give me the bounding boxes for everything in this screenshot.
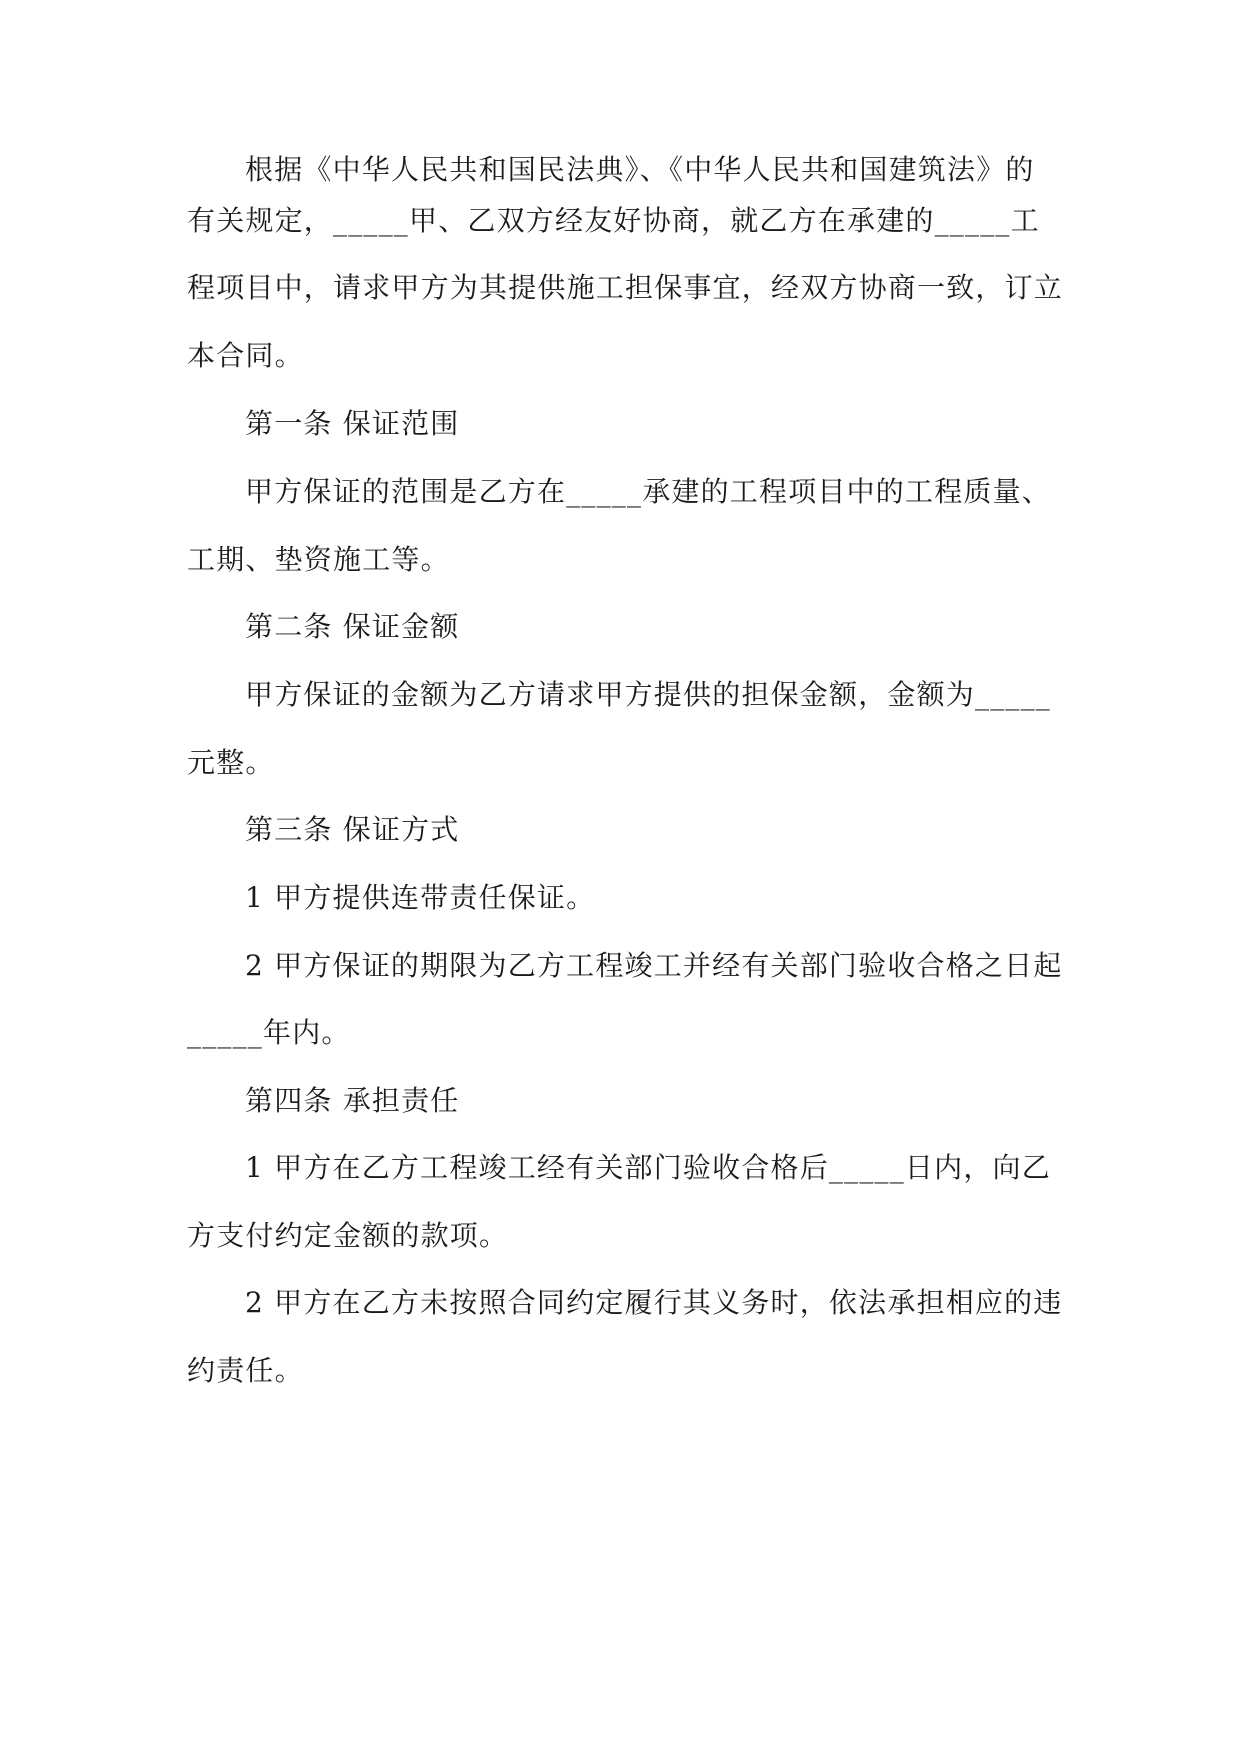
article-3-item-2-line-1: 2 甲方保证的期限为乙方工程竣工并经有关部门验收合格之日起 xyxy=(245,949,1063,982)
article-2-heading: 第二条 保证金额 xyxy=(245,610,460,643)
article-4-item-1-line-1: 1 甲方在乙方工程竣工经有关部门验收合格后_____日内，向乙 xyxy=(245,1151,1051,1184)
article-3-item-1: 1 甲方提供连带责任保证。 xyxy=(245,881,596,914)
preamble-line-3: 程项目中，请求甲方为其提供施工担保事宜，经双方协商一致，订立 xyxy=(187,271,1064,304)
article-4-heading: 第四条 承担责任 xyxy=(245,1084,460,1117)
preamble-line-4: 本合同。 xyxy=(187,339,304,372)
preamble-line-1: 根据《中华人民共和国民法典》、《中华人民共和国建筑法》的 xyxy=(245,153,1035,186)
article-1-line-2: 工期、垫资施工等。 xyxy=(187,543,450,576)
article-3-item-2-line-2: _____年内。 xyxy=(187,1016,351,1049)
article-2-line-2: 元整。 xyxy=(187,746,275,779)
article-4-item-2-line-2: 约责任。 xyxy=(187,1354,304,1387)
article-1-heading: 第一条 保证范围 xyxy=(245,407,460,440)
article-3-heading: 第三条 保证方式 xyxy=(245,813,460,846)
article-1-line-1: 甲方保证的范围是乙方在_____承建的工程项目中的工程质量、 xyxy=(245,475,1052,508)
article-2-line-1: 甲方保证的金额为乙方请求甲方提供的担保金额，金额为_____ xyxy=(245,678,1052,711)
preamble-line-2: 有关规定，_____甲、乙双方经友好协商，就乙方在承建的_____工 xyxy=(187,204,1040,237)
article-4-item-2-line-1: 2 甲方在乙方未按照合同约定履行其义务时，依法承担相应的违 xyxy=(245,1286,1063,1319)
article-4-item-1-line-2: 方支付约定金额的款项。 xyxy=(187,1219,509,1252)
